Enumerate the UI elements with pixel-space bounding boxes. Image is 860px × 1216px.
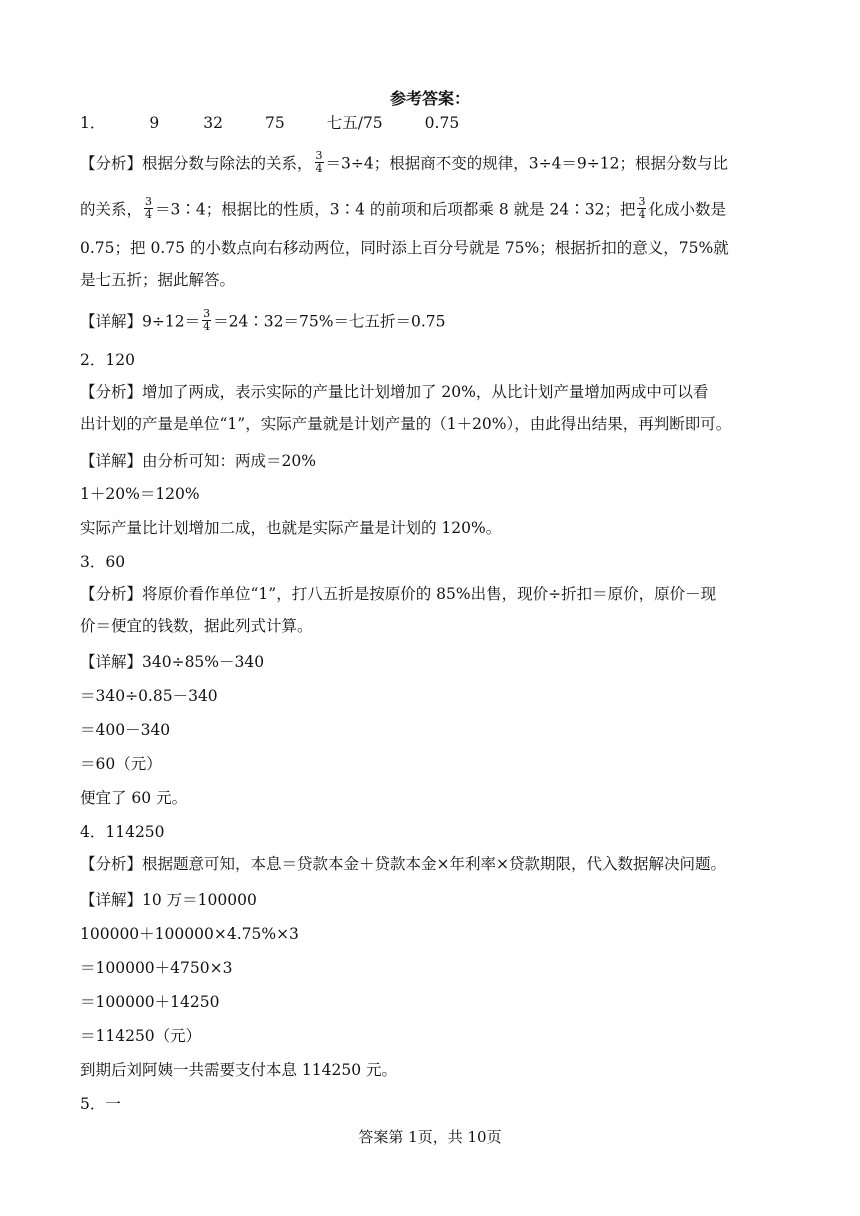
analysis-text: ＝3÷4；根据商不变的规律，3÷4＝9÷12；根据分数与比 bbox=[325, 154, 729, 173]
analysis-line: 出计划的产量是单位“1”，实际产量就是计划产量的（1＋20%），由此得出结果，再判断即可。 bbox=[80, 415, 732, 433]
question-number: 3．60 bbox=[80, 553, 126, 571]
fraction: $\frac{3}{4}$ bbox=[203, 307, 211, 333]
detail-line: ＝100000＋4750×3 bbox=[80, 959, 233, 977]
detail-line: 1＋20%＝120% bbox=[80, 485, 200, 503]
fraction: $\frac{3}{4}$ bbox=[638, 195, 646, 221]
detail-line: 100000＋100000×4.75%×3 bbox=[80, 925, 299, 943]
fraction: $\frac{3}{4}$ bbox=[315, 149, 323, 175]
analysis-line: 【分析】将原价看作单位“1”，打八五折是按原价的 85%出售，现价÷折扣＝原价，原价－现 bbox=[80, 585, 717, 603]
fraction: $\frac{3}{4}$ bbox=[145, 195, 153, 221]
detail-line: 【详解】340÷85%－340 bbox=[80, 653, 265, 671]
answer-value: 0.75 bbox=[424, 114, 460, 132]
analysis-line bbox=[80, 149, 729, 177]
question-number: 5．一 bbox=[80, 1095, 121, 1113]
detail-line: 便宜了 60 元。 bbox=[80, 789, 188, 807]
analysis-line: 价＝便宜的钱数，据此列式计算。 bbox=[80, 617, 313, 635]
detail-line: 【详解】由分析可知：两成＝20% bbox=[80, 452, 316, 470]
question-number: 1． bbox=[80, 114, 106, 132]
analysis-text: 【分析】根据分数与除法的关系， bbox=[80, 154, 313, 173]
page-title: 参考答案： bbox=[389, 89, 470, 108]
analysis-line: 0.75；把 0.75 的小数点向右移动两位，同时添上百分号就是 75%；根据折扣的意义，75%就 bbox=[80, 239, 729, 257]
answer-line-1 bbox=[80, 113, 459, 133]
detail-line: ＝400－340 bbox=[80, 721, 171, 739]
detail-line: 实际产量比计划增加二成，也就是实际产量是计划的 120%。 bbox=[80, 519, 502, 537]
detail-line: ＝114250（元） bbox=[80, 1027, 202, 1045]
analysis-line: 【分析】根据题意可知，本息＝贷款本金＋贷款本金×年利率×贷款期限，代入数据解决问题。 bbox=[80, 855, 726, 873]
answer-value: 32 bbox=[203, 114, 223, 132]
detail-line: 【详解】10 万＝100000 bbox=[80, 891, 257, 909]
analysis-text: 的关系， bbox=[80, 200, 143, 219]
analysis-text: ＝3∶4；根据比的性质，3∶4 的前项和后项都乘 8 就是 24∶32；把 bbox=[155, 200, 636, 219]
detail-text: ＝24∶32＝75%＝七五折＝0.75 bbox=[213, 312, 446, 331]
detail-line: 到期后刘阿姨一共需要支付本息 114250 元。 bbox=[80, 1061, 398, 1079]
page-footer: 答案第 1页，共 10页 bbox=[358, 1128, 502, 1146]
analysis-line bbox=[80, 195, 726, 223]
answer-value: 9 bbox=[149, 114, 160, 132]
answer-value: 七五/75 bbox=[326, 114, 383, 132]
detail-line: ＝100000＋14250 bbox=[80, 993, 220, 1011]
question-number: 2．120 bbox=[80, 351, 135, 369]
detail-line bbox=[80, 307, 446, 335]
question-number: 4．114250 bbox=[80, 823, 165, 841]
detail-text: 【详解】9÷12＝ bbox=[80, 312, 201, 331]
analysis-text: 化成小数是 bbox=[648, 200, 726, 219]
detail-line: ＝340÷0.85－340 bbox=[80, 687, 218, 705]
analysis-line: 是七五折；据此解答。 bbox=[80, 271, 236, 289]
answer-value: 75 bbox=[264, 114, 285, 132]
analysis-line: 【分析】增加了两成，表示实际的产量比计划增加了 20%，从比计划产量增加两成中可以看 bbox=[80, 383, 709, 401]
detail-line: ＝60（元） bbox=[80, 755, 162, 773]
